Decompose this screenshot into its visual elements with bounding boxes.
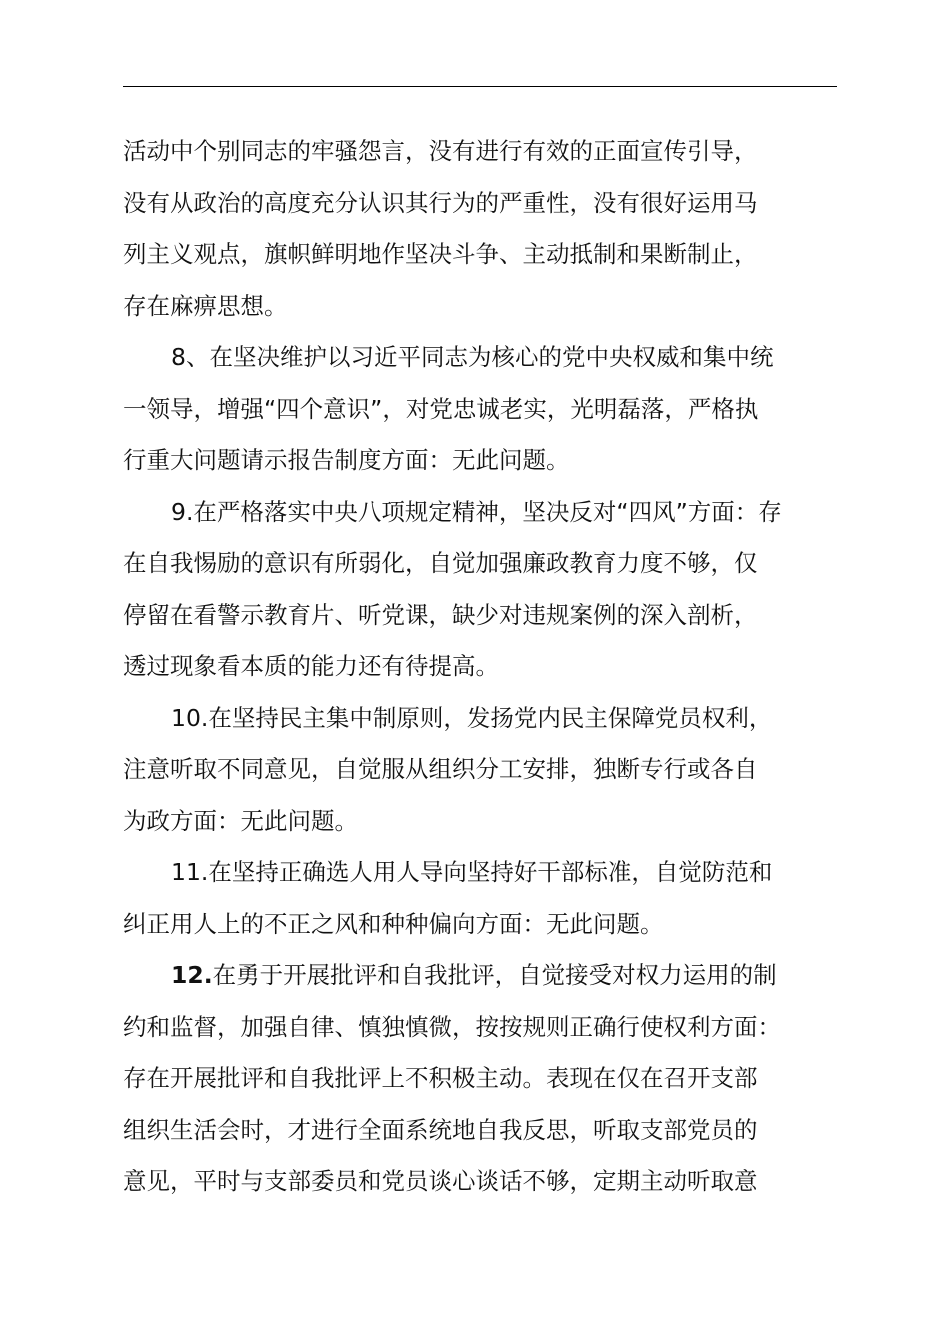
paragraph-9-first-line: 9.在严格落实中央八项规定精神，坚决反对“四风”方面：存 xyxy=(171,497,782,526)
paragraph-12-number: 12. xyxy=(171,961,213,989)
text-line: 为政方面：无此问题。 xyxy=(123,806,358,835)
text-line: 注意听取不同意见，自觉服从组织分工安排，独断专行或各自 xyxy=(123,755,758,783)
text-line: 行重大问题请示报告制度方面：无此问题。 xyxy=(123,446,570,474)
paragraph-8-first-line: 8、在坚决维护以习近平同志为核心的党中央权威和集中统 xyxy=(171,343,774,371)
text-line: 纠正用人上的不正之风和种种偏向方面：无此问题。 xyxy=(123,909,664,938)
text-line: 一领导，增强“四个意识”，对党忠诚老实，光明磊落，严格执 xyxy=(123,394,759,423)
paragraph-12-text: 在勇于开展批评和自我批评，自觉接受对权力运用的制 xyxy=(212,961,777,989)
text-line: 活动中个别同志的牢骚怨言，没有进行有效的正面宣传引导， xyxy=(123,137,758,165)
text-line: 存在开展批评和自我批评上不积极主动。表现在仅在召开支部 xyxy=(123,1064,758,1092)
text-line: 存在麻痹思想。 xyxy=(123,291,288,320)
paragraph-12-first-line xyxy=(123,950,839,1002)
text-line: 意见，平时与支部委员和党员谈心谈话不够，定期主动听取意 xyxy=(123,1167,758,1195)
text-line: 没有从政治的高度充分认识其行为的严重性，没有很好运用马 xyxy=(123,188,758,217)
text-line: 组织生活会时，才进行全面系统地自我反思，听取支部党员的 xyxy=(123,1115,758,1144)
text-line: 列主义观点，旗帜鲜明地作坚决斗争、主动抵制和果断制止， xyxy=(123,240,758,268)
paragraph-10-first-line: 10.在坚持民主集中制原则，发扬党内民主保障党员权利， xyxy=(171,703,773,732)
text-line: 在自我惕励的意识有所弱化，自觉加强廉政教育力度不够，仅 xyxy=(123,549,758,577)
paragraph-11-first-line: 11.在坚持正确选人用人导向坚持好干部标准，自觉防范和 xyxy=(171,858,773,886)
text-line: 停留在看警示教育片、听党课，缺少对违规案例的深入剖析， xyxy=(123,600,758,629)
text-line: 约和监督，加强自律、慎独慎微，按按规则正确行使权利方面： xyxy=(123,1012,781,1041)
header-rule xyxy=(123,86,837,87)
text-line: 透过现象看本质的能力还有待提高。 xyxy=(123,652,499,680)
document-body xyxy=(123,126,839,1208)
